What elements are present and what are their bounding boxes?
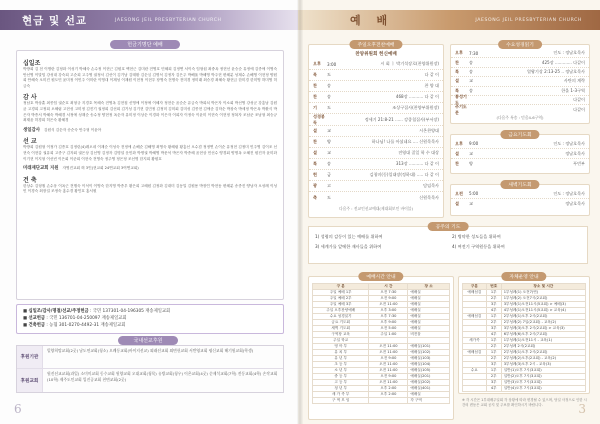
table-cell: 주일 예배 2부	[313, 296, 369, 302]
order-item: 축	[313, 194, 317, 200]
order-row	[451, 159, 589, 169]
mission-label: 후원교회	[17, 369, 43, 392]
prayer-item: 1) 성령의 감동이 있는 예배를 위하여	[315, 234, 383, 239]
left-header-band	[0, 10, 298, 30]
section-names: 박방희 김 천 이명란 김정화 이성기 박혜숙 손수정 이현근 김원호 백현근 김미란 전영호 민혜희 김정연 서이숙 임형섭 최중옥 정현선 윤승순 유정애 김종애 이영숙 안선영 이말임 강성대 강숙희 고순희 고주영 권정서 김선이 김기남 김태환 김순심 김명석 김정자 김은주 박해율 박혜영 박주현 변혜분 성재수 손해영 이현정 양원희 안혜숙 오미진 원도민 윤미정 이민주 이미란 이영대 이재성 이재원 이현정 이현우 장영숙 전명숙 전미경 정미래 최승경 최혜숙 황현금 한미경 한미영 허미영 허금숙	[23, 67, 277, 88]
prayer-item: 2) 병약한 성도들을 위하여	[452, 234, 501, 239]
table-cell: 주일 오후찬양예배	[313, 308, 369, 314]
mission-text: 원진선교교회(과일) 소미미교회 동수교회 원양교회 오대교회(청목) 유방교회(청우) 이은교회(4곳) 순제석교회(7학) 전동교회(4학) 손작교회(10학) 제주도인교회 입진공교회 천면교회(2곳)	[47, 371, 278, 383]
order-detail: 교	[469, 201, 473, 206]
order-item: 특	[455, 87, 459, 93]
order-row	[309, 170, 443, 181]
table-cell: 오전 7:30	[369, 290, 408, 296]
order-row	[309, 59, 443, 70]
table-cell: 3부	[486, 362, 501, 368]
table-cell: 오전 11:00	[369, 362, 408, 368]
mission-row	[17, 346, 283, 369]
order-detail: 교	[469, 78, 473, 84]
order-detail: 교	[469, 150, 473, 156]
account-line: ■ 십일조/감사/명절/선교/주정헌금 : 국민 137301-04-196305 재송제일교회	[23, 309, 171, 314]
section-birthday	[23, 124, 277, 134]
table-cell: 예배섬김	[463, 290, 487, 296]
order-leader: 하나님! 나를 아셨네요 .... 신원목목사	[371, 138, 439, 144]
table-header-cell: 장소 및 시간	[501, 284, 585, 290]
prayer-list	[315, 233, 581, 250]
order-detail: 고	[327, 183, 331, 189]
table-cell: 중 등 부	[313, 374, 369, 380]
table-cell: 수요 성경읽기	[313, 314, 369, 320]
order-item: 찬	[313, 83, 317, 89]
order-item: 설	[455, 150, 459, 156]
worship-times-table	[312, 283, 450, 404]
order-item: 주기도문	[455, 104, 467, 116]
table-header-cell: 번호	[486, 284, 501, 290]
order-detail: 7:30	[469, 50, 479, 56]
order-detail: 교	[327, 149, 331, 155]
order-leader: 정세기 21:8-21 ...... 강종철집사(부서장)	[364, 116, 439, 122]
order-item: 찬	[313, 94, 317, 100]
order-detail: 5:00	[469, 191, 479, 196]
account-label: 건축헌금	[28, 323, 46, 329]
section-names: 김원식 김순자 송순숙 안주형 이윤아	[43, 127, 102, 132]
order-leader: 푸빈부	[573, 161, 585, 166]
table-cell: 일반(4)오후 7시(3교회)	[501, 386, 585, 392]
left-church-name: JAESONG JEIL PRESBYTERIAN CHURCH	[115, 17, 222, 23]
order-detail: 9:00	[469, 141, 479, 146]
order-leader: 조상구집사(찬양부위원장)	[392, 105, 439, 111]
table-cell: 오전 9:00	[369, 356, 408, 362]
table-cell: 4부	[486, 386, 501, 392]
section-building	[23, 175, 277, 195]
order-detail: 양	[327, 138, 331, 144]
order-item: 오전	[455, 190, 463, 196]
right-header-band	[298, 10, 600, 30]
table-cell: 초 등 부	[313, 362, 369, 368]
table-cell: 주일 1:00	[369, 332, 408, 338]
order-item: 찬	[455, 161, 459, 166]
section-names: 박방희 김원형 이정가 김종호 김정린(4)레오네 이재순 이성숙 전정애 손해순 김해영 최영숙 황혜림 황흥선 오수겸 정정연 손이순 유정현 김정미 민주영 김이조 선현숙 이현갑 권유희 고종구 김자회 권은상 김선영 김정자 김명셜 운민화 박명권 박혜영 박문석 박은자 박종혜 윤현상 민선수 양경회 양명옥 오혜진 원진자 윤미화 이기현 이지형 이선빈 이은회 이준희 이현숙 전영숙 정주영 정은정 조선명 한지희 황원호	[23, 145, 277, 161]
account-number: : 농협 301-0270-4492-31 재송제일교회	[45, 323, 126, 329]
table-cell: 구역장 교육	[313, 332, 369, 338]
table-cell: 예배실(202)	[408, 380, 450, 386]
mission-row	[17, 369, 283, 392]
offering-list-box	[16, 50, 284, 300]
table-header-cell: 구 분	[313, 284, 369, 290]
order-detail: 송	[469, 87, 473, 93]
table-cell: 4부	[486, 308, 501, 314]
order-row	[451, 58, 589, 67]
order-leader: 전영대 질일 학 수 대상	[398, 149, 439, 155]
order-item: 오후	[313, 61, 321, 67]
table-header-cell: 구분	[463, 284, 487, 290]
table-cell: 2부	[486, 374, 501, 380]
order-leader: 담임목사	[423, 183, 439, 189]
order-leader: 468장 ........... 다 같 이	[395, 94, 439, 100]
table-cell: 예배실	[408, 392, 450, 398]
table-cell: 1부	[486, 350, 501, 356]
table-cell: 오전 9:00	[369, 374, 408, 380]
table-row	[313, 398, 450, 404]
right-church-name: JAESONG JEIL PRESBYTERIAN CHURCH	[475, 17, 582, 23]
order-detail: 교	[327, 127, 331, 133]
order-detail: 송	[327, 160, 331, 166]
cell-groups-footnote: ※ 각 시간은 1부대배주일회 각 상황에 따라 변경될 수 있으며, 당일 사정으로 인한 시간의 변동은 교회 공지 및 주보를 확인하시기 바랍니다.	[462, 398, 587, 407]
table-cell: 3부	[486, 380, 501, 386]
table-cell: 비전홀	[408, 332, 450, 338]
table-cell: 예배실	[408, 296, 450, 302]
table-cell: 2부성례(1)오후 2시(2교회)	[501, 314, 585, 320]
order-item: 통성기도	[455, 94, 467, 106]
order-item: 설	[313, 149, 317, 155]
table-cell: 주일 예배 1부	[313, 290, 369, 296]
order-leader: 신원목목사	[419, 194, 439, 200]
table-cell: 예배실	[408, 308, 450, 314]
cell-groups-panel	[458, 276, 590, 394]
order-detail: 3:00	[327, 61, 337, 67]
table-cell: 2부성례(2)오후(2교회) - 교육(2)	[501, 356, 585, 362]
account-line: ■ 선교헌금 : 국민 136701-04-250097 재송제일교회	[23, 316, 127, 322]
table-cell: 1부	[486, 290, 501, 296]
friday-pill: 금요기도회	[500, 130, 539, 139]
table-cell: 4부성례(1)오전11시(5교회) > 교육(4)	[501, 308, 585, 314]
table-cell: 2부성례(1)오후 2시(2교회)	[501, 350, 585, 356]
sunday-afternoon-subtitle: 찬양위원회 헌신예배	[355, 52, 397, 57]
table-cell: 오전 11:00	[369, 350, 408, 356]
account-number: : 국민 136701-04-250097 재송제일교회	[45, 316, 127, 322]
table-cell: 금요 기도회	[313, 320, 369, 326]
table-cell: 1부	[486, 338, 501, 344]
sunday-order-list	[309, 59, 443, 203]
order-item: 설	[455, 201, 459, 206]
order-row	[451, 49, 589, 58]
table-cell: 새 가 족 부	[313, 392, 369, 398]
account-label: 선교헌금	[28, 316, 46, 322]
table-cell: 1부	[486, 314, 501, 320]
order-leader: 다같이	[573, 97, 585, 103]
cell-groups-pill: 자체운영 안내	[501, 272, 546, 281]
table-cell: 예배실(201)	[408, 374, 450, 380]
right-page	[298, 0, 600, 424]
table-cell: 오전 11:00	[369, 302, 408, 308]
dawn-order-list	[451, 189, 589, 209]
left-page-title: 현금 및 선교	[22, 14, 88, 27]
order-item: 특	[313, 160, 317, 166]
order-row	[451, 149, 589, 159]
table-cell	[369, 398, 408, 404]
section-title: 생일감사	[23, 127, 40, 133]
spine-shadow	[297, 0, 303, 424]
order-detail: 송	[327, 83, 331, 89]
order-leader: 인도 : 정남호목사	[553, 140, 585, 146]
table-cell: 소 년 부	[313, 368, 369, 374]
table-cell: 예배실	[408, 320, 450, 326]
page-number-right: 3	[578, 402, 586, 416]
table-cell: 각 구역	[408, 398, 450, 404]
mission-label: 후원기관	[17, 346, 43, 368]
order-row	[309, 70, 443, 81]
order-item: 오후	[455, 50, 463, 56]
order-item: 찬	[455, 59, 459, 65]
section-title: 감 사	[23, 94, 37, 102]
table-cell: 오전 11:00	[369, 344, 408, 350]
table-cell: 일반(2)오후 7시(3교회)	[501, 374, 585, 380]
order-leader: 인도 : 정남호목사	[553, 190, 585, 196]
account-label: 십일조/감사/명절/선교/주정헌금	[28, 309, 89, 314]
account-line: ■ 건축헌금 : 농협 301-0270-4492-31 재송제일교회	[23, 323, 126, 329]
table-cell: 주일 예배 3부	[313, 302, 369, 308]
order-item: 성경봉독	[313, 113, 325, 125]
offering-list-pill: 헌금기명단 예배	[110, 40, 180, 49]
worship-times-panel	[308, 276, 454, 420]
worship-times-pill: 예배시간 안내	[358, 272, 403, 281]
order-row	[451, 96, 589, 105]
order-row	[451, 105, 589, 114]
order-detail: 송	[469, 59, 473, 65]
order-row	[309, 92, 443, 103]
table-cell: 예배실(103)	[408, 356, 450, 362]
order-row	[451, 189, 589, 199]
table-cell: 예배실	[408, 290, 450, 296]
bank-account-box	[16, 304, 284, 334]
table-cell: 유 년 부	[313, 356, 369, 362]
order-detail: 도	[327, 72, 331, 78]
table-cell: 예배섬김	[463, 350, 487, 356]
section-title: 미래재단교회 지원	[23, 166, 59, 172]
sunday-next-note: 다음주 : 전교인선교예대(제대회보인 바이블)	[339, 206, 413, 212]
left-page	[0, 0, 298, 424]
cell-groups-table	[462, 283, 586, 392]
order-leader: 찬 양 대	[424, 83, 439, 89]
order-row	[451, 139, 589, 149]
prayer-item: 3) 세계가를 앞에한 재사들을 위하여	[315, 243, 382, 249]
wednesday-panel	[450, 44, 590, 124]
table-cell: 예배실(105)	[408, 368, 450, 374]
table-cell: 오전 5:00	[369, 326, 408, 332]
table-cell: 1부성례(1)오전11시 - 교육(1)	[501, 338, 585, 344]
table-cell: 2부성례(2) 7일(2교회) - 교육(2)	[501, 320, 585, 326]
order-leader: 다같이	[573, 107, 585, 113]
table-cell: 오후 2:00	[369, 392, 408, 398]
table-cell: 3부성례(3)오후 2시 - 교육(3)	[501, 362, 585, 368]
sunday-afternoon-pill: 주일오후전찬예배	[349, 40, 402, 49]
order-item: 설	[455, 78, 459, 84]
table-cell: 수요	[463, 368, 487, 374]
table-cell: 3부	[486, 326, 501, 332]
order-detail: 금	[327, 171, 331, 177]
friday-panel	[450, 134, 590, 174]
order-detail: 양	[469, 161, 473, 166]
table-cell: 오후 3:00	[369, 308, 408, 314]
section-names: 한상수 김형철 손수웅 이옥근 전행숙 이석이 이영숙 한지영 박종우 황은희 고혜원 김정화 김대미 김동일 김원용 박장인 박현동 변혜분 송종진 양남자 오성례 이성민 이경숙 최장걸 조정숙 홍수경 황인호 홍서원	[23, 183, 277, 194]
table-cell: 일반(3)오후 7시(3교회)	[501, 380, 585, 386]
section-tithe	[23, 58, 277, 89]
table-cell: 예배실	[408, 326, 450, 332]
section-thanks	[23, 92, 277, 123]
table-cell: 예배실(401)	[408, 386, 450, 392]
domestic-mission-pill: 국내선교후원	[118, 336, 178, 345]
order-row	[309, 181, 443, 192]
order-leader: 시 회 ㅣ 박기석장로(찬양위원장)	[380, 61, 439, 67]
domestic-mission-table	[16, 345, 284, 393]
wednesday-pill: 수요성경읽기	[498, 40, 542, 49]
order-row	[451, 87, 589, 96]
table-cell: 오전 9:00	[369, 296, 408, 302]
table-cell: 1부성례(1) 오전7(연)	[501, 290, 585, 296]
table-cell: 일반(1)오후 7시(3교회)	[501, 368, 585, 374]
section-names: 정남호 박상훈 최종임 권순호 최형규 지경호 목혜숙 전영옥 김현집 신영애 이정애 이혜자 정현순 윤순순 유금숙 박희치 박은자 이소회 박선영 강성군 강흥남 김원균 고경희 고정희 오혜림 고현성 고미정 김진기 권정희 김선희 김기성 김기현 김민정 김정미 김미회 김미성 김종현 김애준 김학순 박창숙 박세정 박은옥 박환식 박은자 박종서 박혜숙 박혜경 서정애 성재순 송수정 양현정 옥순자 유미정 이상순 이경화 이은자 이희자 이정숙 이윤미 이현숙 이현정 정복자 조남준 조남형 최승규 최재윤 허경희 허은숙 황혜경	[23, 101, 277, 123]
order-leader: 정남호목사	[565, 150, 585, 156]
table-cell: 1부	[486, 368, 501, 374]
order-row	[309, 114, 443, 125]
order-leader: 시온찬양대	[419, 127, 439, 133]
order-row	[451, 199, 589, 209]
table-cell: 오후 2:00	[369, 386, 408, 392]
order-leader: 한울 1-3구역	[561, 87, 585, 93]
table-cell: 고 등 부	[313, 380, 369, 386]
table-cell: 오전 11:00	[369, 368, 408, 374]
order-leader: 사탄의 계략	[563, 78, 585, 84]
table-cell: 2부	[486, 356, 501, 362]
table-cell: 오후 9:00	[369, 320, 408, 326]
order-item: 설	[313, 127, 317, 133]
order-row	[309, 192, 443, 203]
order-leader: 김청미(동)입대장(정하대) ..... 다 같 이	[369, 171, 439, 177]
section-future-church	[23, 162, 277, 172]
table-cell: 주일 학교	[313, 338, 369, 344]
order-item: 묵	[313, 72, 317, 78]
table-row	[463, 386, 586, 392]
table-cell: 2부	[486, 344, 501, 350]
table-cell: 예배실	[408, 314, 450, 320]
order-detail: 송	[327, 94, 331, 100]
table-cell: 새가족	[463, 338, 487, 344]
order-item: 찬	[313, 138, 317, 144]
friday-order-list	[451, 139, 589, 169]
wednesday-next-note: (다음주 특송 : 믿음4-6구역)	[496, 114, 544, 120]
table-cell: 영 아 부	[313, 344, 369, 350]
section-mission	[23, 136, 277, 162]
account-number: : 국민 137301-04-196305 재송제일교회	[88, 309, 171, 314]
order-item: 특	[455, 68, 459, 74]
sunday-afternoon-panel	[308, 44, 444, 218]
table-cell: 2부성례 2시(2교회)	[501, 344, 585, 350]
order-leader: 인도 : 정남호목사	[553, 50, 585, 56]
table-cell: 예배섬김	[463, 314, 487, 320]
order-leader: 열왕기상 2:13-25 .. 정남호목사	[527, 68, 585, 74]
table-header-cell: 시 간	[369, 284, 408, 290]
order-row	[309, 137, 443, 148]
section-title: 선 교	[23, 138, 37, 146]
table-cell: 오전 11:00	[369, 380, 408, 386]
table-cell: 구 역 모 임	[313, 398, 369, 404]
table-cell: 예배실(101)	[408, 344, 450, 350]
dawn-panel	[450, 184, 590, 216]
table-cell: 2부	[486, 296, 501, 302]
section-title: 십일조	[23, 60, 41, 67]
order-leader: 다 같 이	[424, 72, 439, 78]
order-row	[309, 81, 443, 92]
order-item: 오후	[455, 140, 463, 146]
right-page-title: 예 배	[350, 14, 394, 27]
order-leader: 정남호목사	[565, 201, 585, 206]
order-item: 헌	[313, 171, 317, 177]
table-cell: 3부성례(1)오전11시(5교회) > 예배(3)	[501, 302, 585, 308]
order-detail: 도	[327, 194, 331, 200]
order-row	[309, 159, 443, 170]
table-cell: 새벽 기도회	[313, 326, 369, 332]
prayer-topics-box	[308, 226, 588, 264]
order-detail: 도	[327, 105, 331, 111]
table-cell: 예배실	[408, 302, 450, 308]
page-number-left: 6	[14, 402, 22, 416]
order-row	[309, 126, 443, 137]
prayer-pill: 공주의 기도	[428, 222, 469, 231]
order-row	[309, 103, 443, 114]
order-leader: 313장 ........... 다 같 이	[395, 160, 439, 166]
order-row	[309, 148, 443, 159]
table-cell: 4부	[486, 332, 501, 338]
order-leader: 425장 ............. 다같이	[541, 59, 585, 65]
dawn-pill: 새벽기도회	[500, 180, 539, 189]
table-cell: 6부성례(6)오후 2시(7교회)	[501, 332, 585, 338]
section-title: 건 축	[23, 176, 37, 184]
mission-text: 밀양희망교회(2곳) 남도연교회(청소) 오례동교회(바이지선교) 외래선교회 외면헌교회 서반영교회 평신교회 해기원교회(학생)	[47, 348, 254, 353]
order-detail: 송	[469, 68, 473, 74]
prayer-item: 4) 여전기 구역원등을 위하여	[452, 243, 505, 249]
table-cell: 2부	[486, 320, 501, 326]
order-item: 기	[313, 105, 317, 111]
order-row	[451, 68, 589, 77]
table-cell: 유 치 부	[313, 350, 369, 356]
table-header-cell: 장 소	[408, 284, 450, 290]
table-cell: 예배실(104)	[408, 362, 450, 368]
table-cell: 3부	[486, 302, 501, 308]
table-cell: 오후 7:30	[369, 314, 408, 320]
wednesday-order-list	[451, 49, 589, 115]
section-names: 자영진교회 외 3인(현교회 24연교회 3여연교회)	[62, 166, 139, 171]
order-row	[451, 77, 589, 86]
table-cell: 1부성례(2) 오전7시(2교회)	[501, 296, 585, 302]
table-cell: 3부성례(3)오후 2시(2교회) > 교육(3)	[501, 326, 585, 332]
order-item: 광	[313, 183, 317, 189]
table-cell	[463, 386, 487, 392]
table-cell: 청 년 부	[313, 386, 369, 392]
table-cell: 예배실(102)	[408, 350, 450, 356]
